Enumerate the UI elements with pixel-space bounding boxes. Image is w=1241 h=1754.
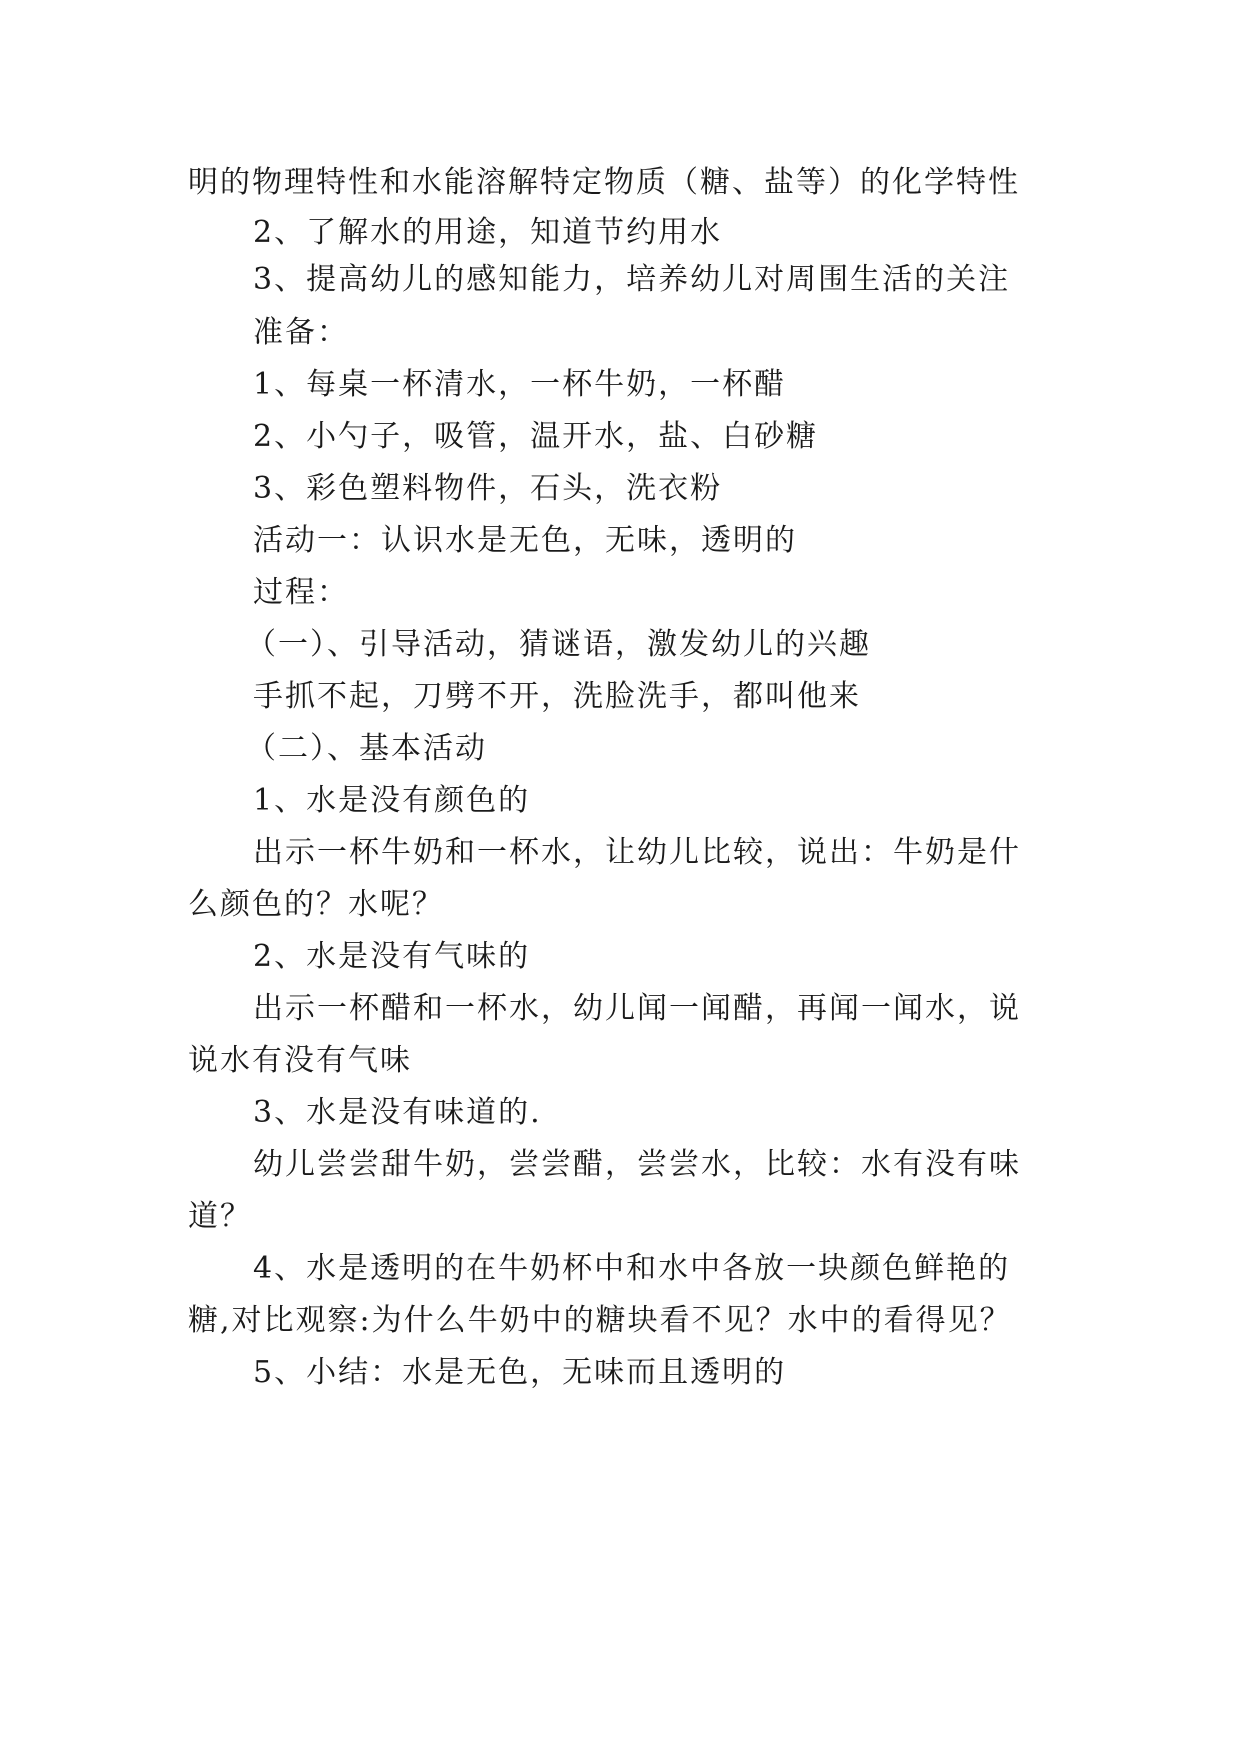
- section-heading: （一）、引导活动，猜谜语，激发幼儿的兴趣: [246, 627, 871, 662]
- paragraph-line: 4、水是透明的在牛奶杯中和水中各放一块颜色鲜艳的: [253, 1251, 1011, 1286]
- paragraph-line: 糖,对比观察:为什么牛奶中的糖块看不见？水中的看得见？: [188, 1303, 1012, 1338]
- section-heading: （二）、基本活动: [246, 731, 487, 766]
- paragraph-line: 2、了解水的用途，知道节约用水: [253, 215, 723, 250]
- paragraph-line: 1、水是没有颜色的: [253, 783, 531, 818]
- paragraph-line: 明的物理特性和水能溶解特定物质（糖、盐等）的化学特性: [188, 165, 1020, 200]
- paragraph-line: 3、水是没有味道的.: [253, 1095, 542, 1130]
- section-heading: 准备：: [253, 315, 349, 350]
- paragraph-line: 手抓不起，刀劈不开，洗脸洗手，都叫他来: [253, 679, 861, 714]
- paragraph-line: 2、水是没有气味的: [253, 939, 531, 974]
- section-heading: 活动一：认识水是无色，无味，透明的: [253, 523, 797, 558]
- paragraph-line: 说水有没有气味: [188, 1043, 412, 1078]
- paragraph-line: 2、小勺子，吸管，温开水，盐、白砂糖: [253, 419, 819, 454]
- paragraph-line: 出示一杯牛奶和一杯水，让幼儿比较，说出：牛奶是什: [253, 835, 1021, 870]
- paragraph-line: 1、每桌一杯清水，一杯牛奶，一杯醋: [253, 367, 787, 402]
- paragraph-line: 道？: [188, 1199, 252, 1234]
- paragraph-line: 3、提高幼儿的感知能力，培养幼儿对周围生活的关注: [253, 262, 1011, 297]
- paragraph-line: 3、彩色塑料物件，石头，洗衣粉: [253, 471, 723, 506]
- paragraph-line: 5、小结：水是无色，无味而且透明的: [253, 1355, 787, 1390]
- paragraph-line: 幼儿尝尝甜牛奶，尝尝醋，尝尝水，比较：水有没有味: [253, 1147, 1021, 1182]
- paragraph-line: 出示一杯醋和一杯水，幼儿闻一闻醋，再闻一闻水，说: [253, 991, 1021, 1026]
- section-heading: 过程：: [253, 575, 349, 610]
- paragraph-line: 么颜色的？水呢？: [188, 887, 444, 922]
